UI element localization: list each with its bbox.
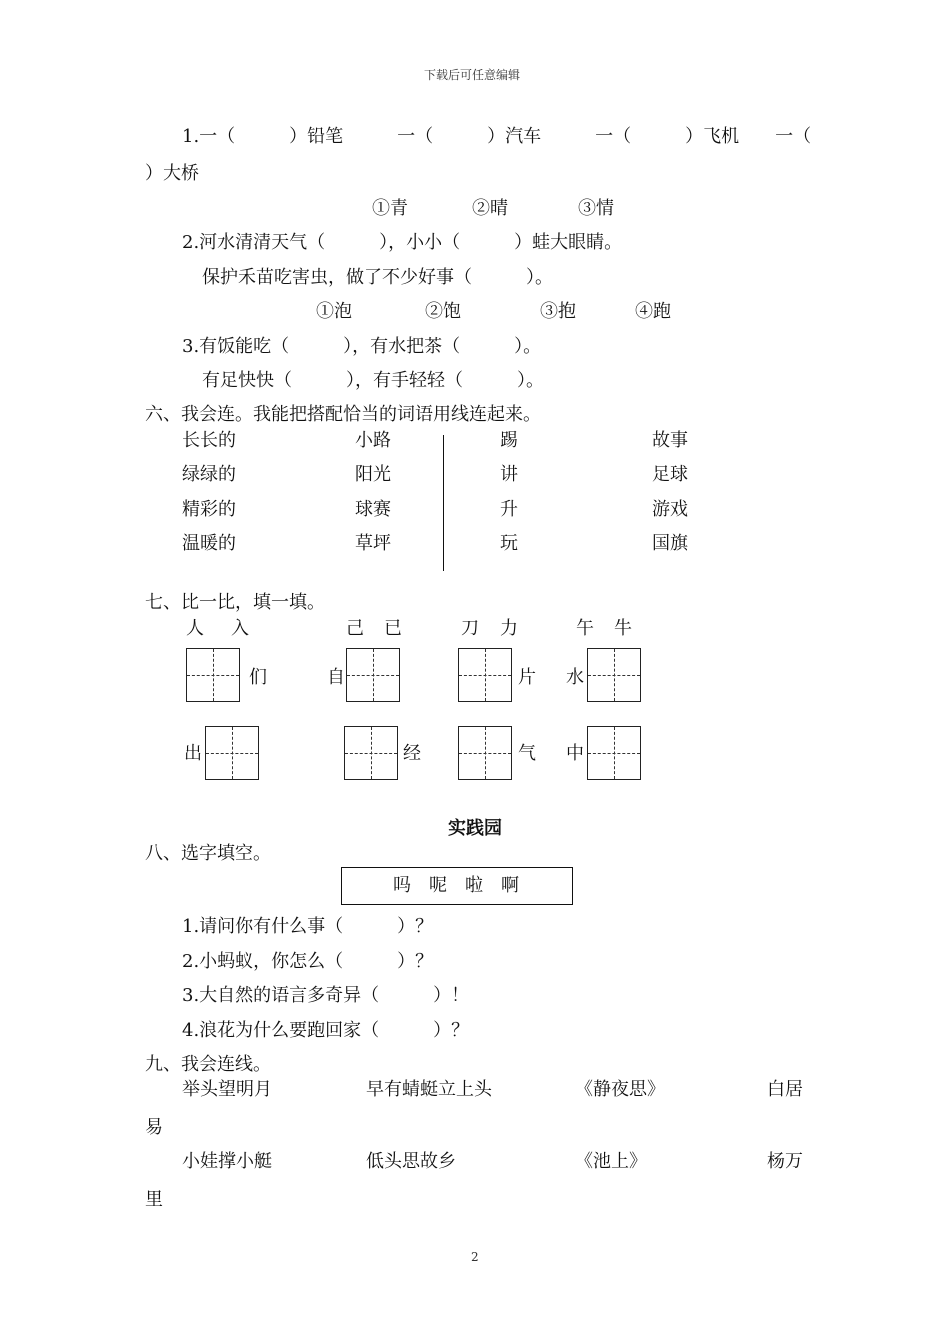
q3-option-4: ④跑 bbox=[635, 301, 671, 322]
s7-row1-2: 片 bbox=[518, 667, 536, 688]
s7-row1-1: 自 bbox=[327, 667, 345, 688]
s8-item-1: 1.请问你有什么事（ ）？ bbox=[182, 916, 434, 937]
s8-item-3: 3.大自然的语言多奇异（ ）！ bbox=[182, 985, 470, 1006]
s7-row2-2: 气 bbox=[518, 743, 536, 764]
s6-col3-0: 踢 bbox=[500, 430, 518, 451]
s9-row1-2: 《静夜思》 bbox=[575, 1079, 665, 1100]
s7-pair-1: 入 bbox=[231, 618, 249, 639]
s6-col2-2: 球赛 bbox=[355, 499, 391, 520]
s9-row2-3: 杨万 bbox=[767, 1151, 803, 1172]
section8-title: 八、选字填空。 bbox=[145, 843, 271, 864]
s6-col2-3: 草坪 bbox=[355, 533, 391, 554]
s9-row2-1: 低头思故乡 bbox=[366, 1151, 456, 1172]
s6-col1-2: 精彩的 bbox=[182, 499, 236, 520]
writing-box[interactable] bbox=[458, 648, 512, 702]
s6-col1-3: 温暖的 bbox=[182, 533, 236, 554]
s6-col2-0: 小路 bbox=[355, 430, 391, 451]
page-number: 2 bbox=[471, 1250, 479, 1264]
q3-line-1: 3.有饭能吃（ ），有水把茶（ ）。 bbox=[182, 336, 542, 357]
divider-line bbox=[443, 435, 444, 571]
q2-option-1: ①青 bbox=[372, 198, 408, 219]
writing-box[interactable] bbox=[587, 726, 641, 780]
s7-row2-0: 出 bbox=[184, 743, 202, 764]
q3-option-3: ③抱 bbox=[540, 301, 576, 322]
s6-col4-3: 国旗 bbox=[652, 533, 688, 554]
writing-box[interactable] bbox=[344, 726, 398, 780]
s7-pair-5: 力 bbox=[500, 618, 518, 639]
s6-col4-1: 足球 bbox=[652, 464, 688, 485]
measure-line-2: ）大桥 bbox=[145, 163, 199, 184]
s9-row2-0: 小娃撑小艇 bbox=[182, 1151, 272, 1172]
s7-pair-7: 牛 bbox=[614, 618, 632, 639]
writing-box[interactable] bbox=[205, 726, 259, 780]
s9-row2-2: 《池上》 bbox=[575, 1151, 647, 1172]
s6-col2-1: 阳光 bbox=[355, 464, 391, 485]
s7-pair-3: 已 bbox=[384, 618, 402, 639]
s7-pair-4: 刀 bbox=[461, 618, 479, 639]
s6-col1-1: 绿绿的 bbox=[182, 464, 236, 485]
s6-col4-2: 游戏 bbox=[652, 499, 688, 520]
q2-line-2: 保护禾苗吃害虫，做了不少好事（ ）。 bbox=[202, 267, 553, 288]
section9-title: 九、我会连线。 bbox=[145, 1054, 271, 1075]
s7-pair-0: 人 bbox=[186, 618, 204, 639]
s7-row1-3: 水 bbox=[566, 667, 584, 688]
s6-col3-2: 升 bbox=[500, 499, 518, 520]
s6-col1-0: 长长的 bbox=[182, 430, 236, 451]
s7-pair-6: 午 bbox=[576, 618, 594, 639]
s8-item-2: 2.小蚂蚁，你怎么（ ）？ bbox=[182, 951, 434, 972]
q3-option-1: ①泡 bbox=[316, 301, 352, 322]
writing-box[interactable] bbox=[458, 726, 512, 780]
measure-line-1: 1.一（ ）铅笔 一（ ）汽车 一（ ）飞机 一（ bbox=[182, 126, 812, 147]
practice-heading: 实践园 bbox=[448, 818, 502, 839]
q3-line-2: 有足快快（ ），有手轻轻（ ）。 bbox=[202, 370, 544, 391]
s6-col4-0: 故事 bbox=[652, 430, 688, 451]
writing-box[interactable] bbox=[587, 648, 641, 702]
s9-row1-3: 白居 bbox=[767, 1079, 803, 1100]
s7-pair-2: 己 bbox=[346, 618, 364, 639]
section6-title: 六、我会连。我能把搭配恰当的词语用线连起来。 bbox=[145, 404, 541, 425]
writing-box[interactable] bbox=[186, 648, 240, 702]
q2-option-3: ③情 bbox=[578, 198, 614, 219]
q2-option-2: ②晴 bbox=[472, 198, 508, 219]
q2-line-1: 2.河水清清天气（ ），小小（ ）蛙大眼睛。 bbox=[182, 232, 623, 253]
header-note: 下载后可任意编辑 bbox=[424, 68, 521, 82]
s9-row1-1: 早有蜻蜓立上头 bbox=[366, 1079, 492, 1100]
s9-row2-wrap: 里 bbox=[145, 1189, 163, 1210]
s6-col3-3: 玩 bbox=[500, 533, 518, 554]
s7-row2-3: 中 bbox=[566, 743, 584, 764]
word-choices: 吗 呢 啦 啊 bbox=[393, 875, 519, 896]
s6-col3-1: 讲 bbox=[500, 464, 518, 485]
s7-row2-1: 经 bbox=[403, 743, 421, 764]
s9-row1-wrap: 易 bbox=[145, 1117, 163, 1138]
q3-option-2: ②饱 bbox=[425, 301, 461, 322]
s9-row1-0: 举头望明月 bbox=[182, 1079, 272, 1100]
section7-title: 七、比一比，填一填。 bbox=[145, 592, 325, 613]
writing-box[interactable] bbox=[346, 648, 400, 702]
s8-item-4: 4.浪花为什么要跑回家（ ）？ bbox=[182, 1020, 470, 1041]
s7-row1-0: 们 bbox=[249, 667, 267, 688]
